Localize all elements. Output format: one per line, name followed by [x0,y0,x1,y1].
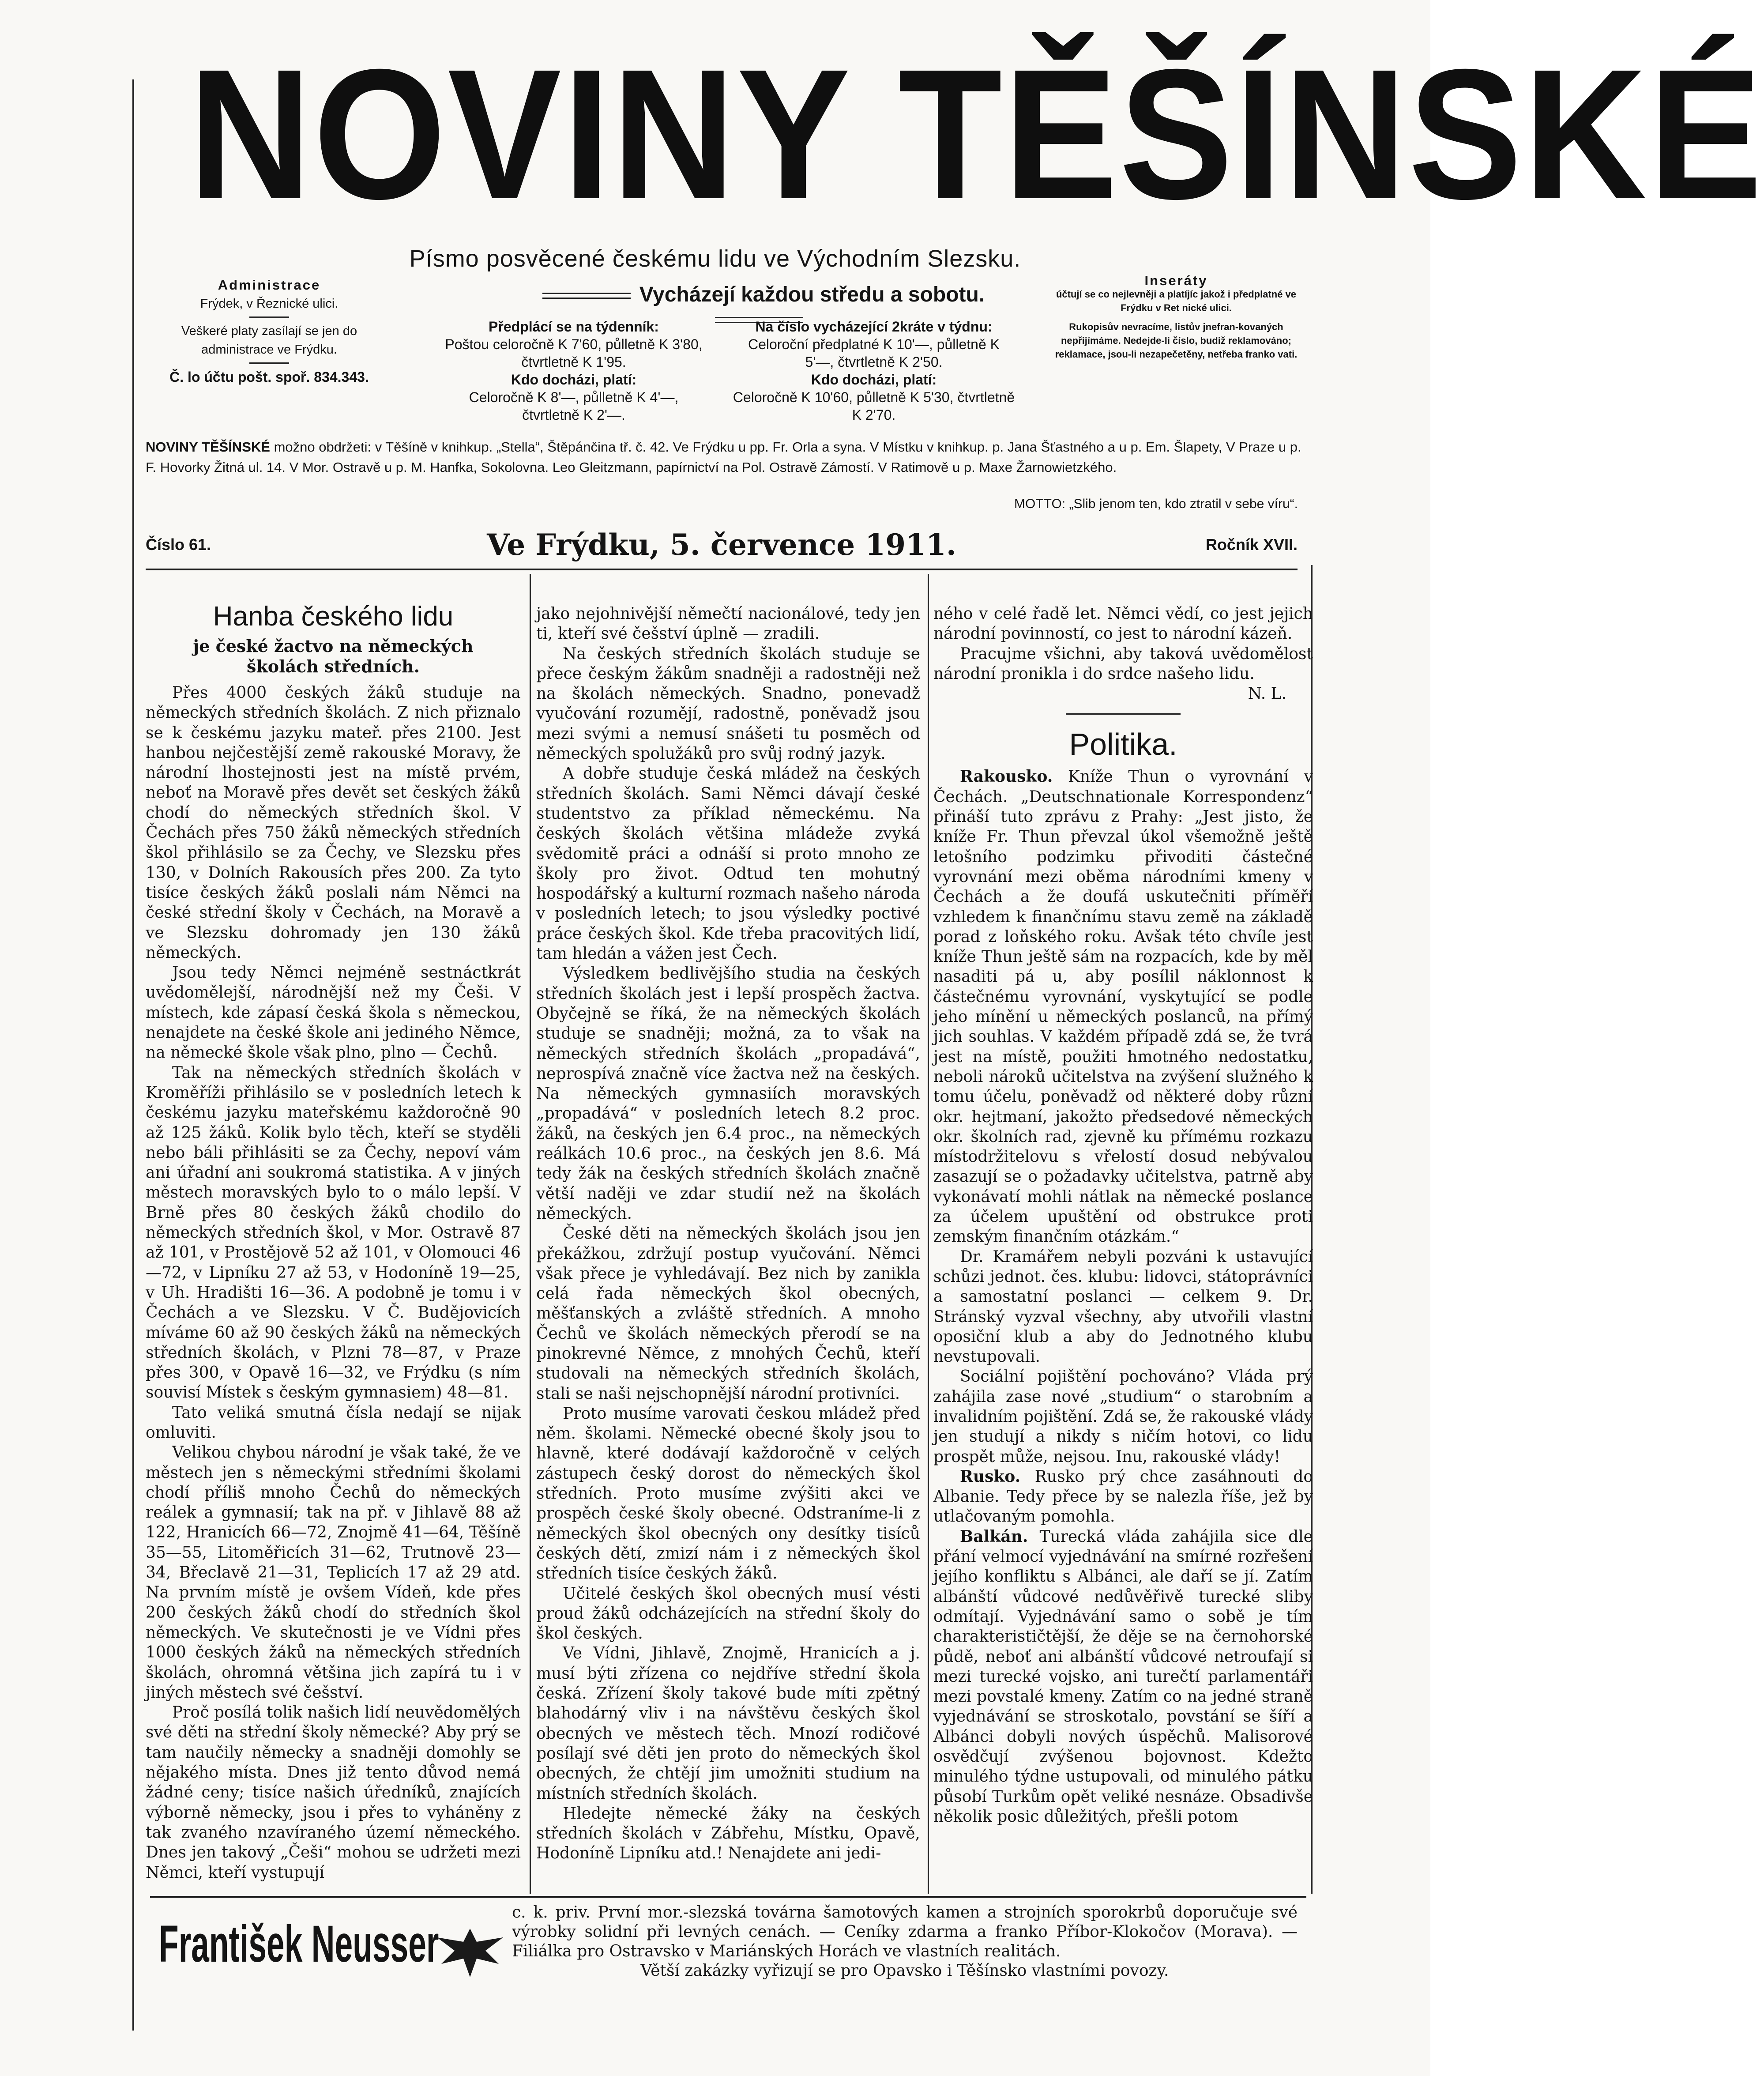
sellers-lead: NOVINY TĚŠÍNSKÉ [146,439,270,455]
article-paragraph: Tak na německých středních školách v Kroměříži přihlásilo se v posledních letech k českému jazyku mateřskému každoročně 90 až 125 žáků. Kolik bylo těch, kteří se styděli nebo báli přihlásiti se za Čechy, nepoví vám ani úřadní ani soukromá statistika. A v jiných městech moravských bylo to o málo lepší. V Brně přes 80 českých žáků chodilo do německých středních škol, v Mor. Ostravě 87 až 101, v Prostějově 52 až 101, v Olomouci 46—72, v Lipníku 27 až 53, v Hodoníně 19—25, v Uh. Hradišti 16—36. A podobně je tomu i v Čechách a ve Slezsku. V Č. Budějovicích míváme 60 až 90 českých žáků na německých středních školách, v Plzni 78—87, v Praze přes 300, v Opavě 16—32, ve Frýdku (s ním souvisí Místek s českým gymnasiem) 48—81. [146,1063,521,1402]
article-paragraph: Výsledkem bedlivějšího studia na českých středních školách jest i lepší prospěch žactva. Obyčejně se říká, že na německých školách studuje se snadněji; možná, za to však na německých středních školách „propadává“, neprospívá značně více žactva než na českých. Na německých gymnasiích moravských „propadává“ v posledních letech 8.2 proc. žáků, na českých jen 6.4 proc., na německých reálkách 10.6 proc., na českých jen 8.6. Má tedy žák na českých středních školách značně větší naději ve zdar studií než na školách německých. [536,965,920,1223]
article-paragraph: ného v celé řadě let. Němci vědí, co jest jejich národní povinností, co jest to národní kázeň. [933,605,1313,643]
column-separator [530,574,531,1894]
politics-text: Kníže Thun o vyrovnání v Čechách. „Deutschnationale Korrespondenz“ přináší tuto zprávu z Prahy: „Jest jisto, že kníže Fr. Thun převzal úkol všemožně ještě letošního podzimku přivoditi částečné vyrovnání mezi oběma národními kmeny v Čechách a že doufá uskutečniti příměří vzhledem k finančnímu stavu země na základě porad z loňského roku. Avšak této chvíle jest kníže Thun ještě sám na rozpacích, kde by měl nasaditi pá u, aby posílil náklonnost k částečnému vyrovnání, vyskytující se podle jeho mínění u německých poslanců, na přímý jich souhlas. V každém případě zdá se, že tvrá jest na místě, použiti hmotného nedostatku, neboli nároků učitelstva na zvýšení služného k tomu účelu, poněvadž od některé doby různí okr. hejtmaní, jakožto předsedové německých okr. školních rad, zjevně ku přímému rozkazu místodržitelovu s vřelostí dosud nebývalou zasazují se o požadavky učitelstva, patrně aby vykonávatí mohli nátlak na německé poslance za účelem upuštění od obstrukce proti zemským finančním otázkám.“ [933,768,1313,1246]
twice-weekly-prices [733,318,1015,424]
twice-heading2: Kdo docházi, platí: [811,372,937,388]
article-paragraph: Proč posílá tolik našich lidí neuvědomělých své děti na střední školy německé? Aby prý se tam naučily německy a snadněji domohly se nějakého místa. Dnes již tento důvod nemá žádné ceny; tisíce našich úředníků, znajících výborně německy, jsou i přes to vyháněny z tak zvaného nzavíraného území německého. Dnes jen takový „Češi“ mohou se udržeti mezi Němci, kteří vystupují [146,1703,521,1882]
article-paragraph: Proto musíme varovati českou mládež před něm. školami. Německé obecné školy jsou to hlavně, které dodávají každoročně v celých zástupech český dorost do německých škol středních. Proto musíme zvýšiti akci ve prospěch české školy obecné. Odstraníme-li z německých škol obecných ony desítky tisíců českých dětí, zmizí nám i z německých škol středních tisíce českých žáků. [536,1404,920,1583]
article-column-3 [933,604,1313,1894]
advert-company-name: František Neusser [159,1915,439,1973]
article-column-2 [536,604,920,1894]
issue-number: Číslo 61. [146,535,211,554]
advert-last-line: Větší zakázky vyřizují se pro Opavsko i Těšínsko vlastními povozy. [640,1962,1169,1980]
section-divider [1066,713,1181,715]
admin-address: Frýdek, v Řeznické ulici. [200,297,339,311]
politics-lead: Rusko. [960,1467,1021,1486]
article-paragraph: Pracujme všichni, aby taková uvědomělost národní pronikla i do srdce našeho lidu. [933,644,1313,683]
politics-paragraph: Sociální pojištění pochováno? Vláda prý zahájila zase nové „studium“ o starobním a invalidním pojištění. Zdá se, že rakouské vlády jen studují a nikdy s ničím hotovi, co lidu prospět může, nejsou. Inu, rakouské vlády! [933,1368,1313,1466]
inserts-box [1042,274,1311,361]
inserts-line2: Rukopisův nevracíme, listův jnefran-kovaných nepřijímáme. Nedejde-li číslo, budiž reklamováno; reklamace, jsou-li nezapečetěny, netřeba franko vati. [1055,321,1298,360]
schedule-text: Vycházejí každou středu a sobotu. [639,283,985,306]
issue-date: Ve Frýdku, 5. července 1911. [487,527,956,562]
advertisement [150,1896,1306,2030]
article-paragraph: Ve Vídni, Jihlavě, Znojmě, Hranicích a j. musí býti zřízena co nejdříve střední škola česká. Zřízení školy takové bude míti zpětný blahodárný vliv i na návštěvu českých škol obecných ve městech těch. Mnozí rodičové posílají své děti jen proto do německých škol obecných, že chtějí jim umožniti studium na místních středních školách. [536,1644,920,1803]
article-paragraph: Učitelé českých škol obecných musí vésti proud žáků odcházejících na střední školy do škol českých. [536,1584,920,1643]
article-column-1 [146,598,521,1894]
twice-line2: Celoročně K 10'60, půlletně K 5'30, čtvrtletně K 2'70. [733,389,1015,423]
article-subheadline: je české žactvo na německých školách středních. [193,636,474,676]
twice-line1: Celoroční předplatné K 10'—, půlletně K 5'—, čtvrtletně K 2'50. [748,336,1000,370]
politics-title: Politika. [1069,727,1177,762]
issue-rule [146,569,1298,570]
admin-account: Č. lo účtu pošt. spoř. 834.343. [169,369,369,385]
article-paragraph: jako nejohnivější němečtí nacionálové, tedy jen ti, kteří své češství úplně — zradili. [536,605,920,643]
article-paragraph: Velikou chybou národní je však také, že ve městech jen s německými středními školami chodí příliš mnoho Čechů do německých reálek a gymnasií; tak na př. v Jihlavě 88 až 122, Hranicích 66—72, Znojmě 41—64, Těšíně 35—55, Litoměřicích 31—62, Trutnově 23—34, Břeclavě 21—31, Teplicích 17 až 29 atd. Na prvním místě je ovšem Vídeň, kde přes 200 českých žáků chodí do středních škol německých. Ve skutečnosti je ve Vídni přes 1000 českých žáků na německých středních školách, ohromná většina jich zapírá tu i v jiných městech své češství. [146,1443,521,1702]
politics-text: Turecká vláda zahájila sice dle přání velmocí vyjednávání na smírné rozřešení jejího konfliktu s Albánci, ale daří se jí. Zatím albánští vůdcové nedůvěřivě turecké sliby odmítají. Vyjednávání samo o sobě je tím charakterističtější, že děje se na černohorské půdě, neboť ani albánští vůdcové netroufají si mezi turecké vojsko, ani turečtí parlamentáři mezi povstalé kmeny. Zatím co na jedné straně vyjednávání se stroskotalo, povstání se šíří a Albánci dobyli nových úspěchů. Malisorové osvědčují zvýšenou bojovnost. Kdežto minulého týdne ustupovali, od minulého pátku působí Turkům opět veliké nesnáze. Obsadivše několik posic důležitých, přešli potom [933,1527,1313,1826]
article-signature: N. L. [1248,685,1286,703]
inserts-heading: Inseráty [1144,273,1208,288]
politics-paragraph [933,1527,1313,1827]
subtitle: Písmo posvěcené českému lidu ve Východním Slezsku. [409,245,1021,272]
politics-lead: Balkán. [960,1527,1028,1546]
politics-paragraph [933,767,1313,1247]
weekly-line2: Celoročně K 8'—, půlletně K 4'—, čtvrtletně K 2'—. [469,389,679,423]
politics-lead: Rakousko. [960,767,1053,786]
inserts-line1: účtují se co nejlevněji a platíjíc jakož i předplatné ve Frýdku v Ret nické ulici. [1056,289,1297,313]
advert-text [512,1903,1298,1981]
ornament-divider [249,316,289,318]
page-border-left [132,79,134,2031]
politics-paragraph [933,1467,1313,1527]
advert-lines: c. k. priv. První mor.-slezská továrna šamotových kamen a strojních sporokrbů doporučuje své výrobky solidní při levných cenách. — Ceníky zdarma a franko Příbor-Klokočov (Morava). — Filiálka pro Ostravsko v Mariánských Horách ve vlastních realitách. [512,1903,1298,1960]
politics-text: Rusko prý chce zasáhnouti do Albanie. Tedy přece by se nalezla říše, jež by utlačovaným pomohla. [933,1467,1313,1526]
article-paragraph: Na českých středních školách studuje se přece českým žákům snadněji a radostněji než na školách německých. Snadno, ponevadž vyučování rozumějí, radostně, poněvadž jsou mezi svými a nemusí snášeti tu posměch od německých spolužáků pro svůj rodný jazyk. [536,644,920,763]
weekly-heading2: Kdo docházi, platí: [511,372,637,388]
admin-heading: Administrace [218,277,321,293]
sellers-list [146,437,1311,478]
masthead-title: NOVINY TĚŠÍNSKÉ [188,31,1764,238]
article-paragraph: Hledejte německé žáky na českých středních školách v Zábřehu, Místku, Opavě, Hodoníně Lipníku atd.! Nenajdete ani jedi- [536,1804,920,1863]
article-paragraph: Jsou tedy Němci nejméně sestnáctkrát uvědomělejší, národnější než my Češi. V místech, kde zápasí česká škola s německou, nenajdete na české škole ani jediného Němce, na německé škole však plno, plno — Čechů. [146,964,521,1062]
administration-box [146,276,393,386]
weekly-line1: Poštou celoročně K 7'60, půlletně K 3'80, čtvrtletně K 1'95. [445,336,703,370]
divider [249,362,289,364]
issue-year: Ročník XVII. [1205,535,1298,554]
eagle-emblem-icon [433,1924,508,1982]
article-paragraph: Tato veliká smutná čísla nedají se nijak omluviti. [146,1403,521,1442]
weekly-prices [441,318,706,424]
schedule-rule-left [542,293,631,299]
article-paragraph: České děti na německých školách jsou jen překážkou, zdržují postup vyučování. Němci však přece je vyhledávají. Bez nich by zanikla celá řada německých škol obecných, měšťanských a zvláště středních. A mnoho Čechů ve školách německých přerodí se na pinokrevné Němce, z mnohých Čechů, kteří studovali na německých středních školách, stali se naši nejschopnější národní protivníci. [536,1225,920,1403]
issue-bar [146,527,1298,563]
weekly-heading: Předplácí se na týdenník: [489,319,659,335]
article-paragraph: A dobře studuje česká mládež na českých středních školách. Sami Němci dávají české studentstvo za příklad německému. Na českých školách většina mládeže zvyká svědomitě práci a odnáší si proto mnoho ze školy pro život. Odtud ten mohutný hospodářský a kulturní rozmach našeho národa v posledních letech; to jsou výsledky poctivé práce českých škol. Kde třeba pracovitých lidí, tam hledán a vážen jest Čech. [536,765,920,963]
sellers-text: možno obdržeti: v Těšíně v knihkup. „Stella“, Štěpánčina tř. č. 42. Ve Frýdku u pp. Fr. Orla a syna. V Místku v knihkup. p. Jana Šťastného a u p. Em. Šlapety, V Praze u p. F. Hovorky Žitná ul. 14. V Mor. Ostravě u p. M. Hanfka, Sokolovna. Leo Gleitzmann, papírnictví na Pol. Ostravě Zámostí. V Ratimově u p. Maxe Žarnowietzkého. [146,439,1301,475]
motto: MOTTO: „Slib jenom ten, kdo ztratil v sebe víru“. [1014,497,1298,511]
politics-paragraph: Dr. Kramářem nebyli pozváni k ustavující schůzi jednot. čes. klubu: lidovci, státoprávníci a samostatní poslanci — celkem 9. Dr. Stránský vyzval všechny, aby utvořili vlastní oposiční klub a aby do Jednotného klubu nevstupovali. [933,1247,1313,1366]
article-paragraph: Přes 4000 českých žáků studuje na německých středních školách. Z nich přiznalo se k českému jazyku mateř. přes 2100. Jest hanbou nejčestější země rakouské Moravy, že národní lhostejnosti jest na místě prvém, neboť na Moravě přes devět set českých žáků chodí do německých středních škol. V Čechách přes 750 žáků německých středních škol přihlásilo se za Čechy, ve Slezsku přes 130, v Dolních Rakousích přes 200. Za tyto tisíce českých žáků poslali nám Němci na české střední školy v Čechách, na Moravě a ve Slezsku dohromady jen 130 žáků německých. [146,684,521,962]
article-headline: Hanba českého lidu [213,601,454,632]
column-separator [928,574,929,1894]
twice-heading: Na číslo vycházející 2kráte v týdnu: [755,319,993,335]
admin-payments: Veškeré platy zasílají se jen do administrace ve Frýdku. [181,324,357,357]
